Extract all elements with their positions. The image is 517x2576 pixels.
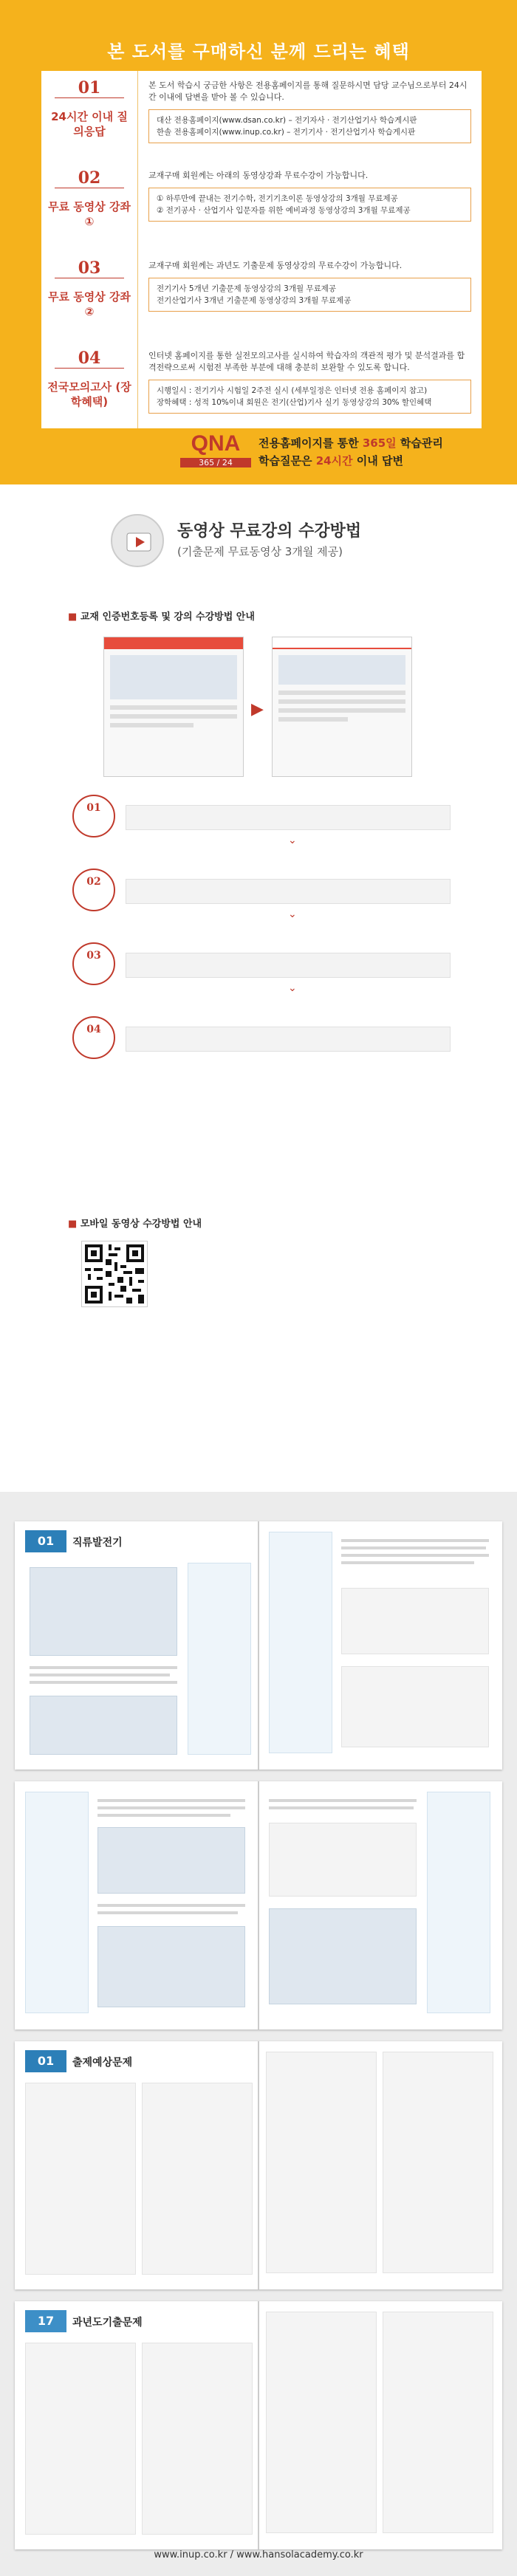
benefit-number: 01 xyxy=(55,78,124,98)
benefit-number: 03 xyxy=(55,258,124,278)
chevron-down-icon: ⌄ xyxy=(288,908,297,920)
side-note xyxy=(25,1792,89,2013)
lecture-step: 01 ⌄ xyxy=(66,795,451,846)
qna-badge: 365 / 24 xyxy=(180,458,251,467)
footer-url: www.inup.co.kr / www.hansolacademy.co.kr xyxy=(154,2549,363,2560)
mobile-guide-label: ■ 모바일 동영상 수강방법 안내 xyxy=(68,1216,202,1230)
qna-banner xyxy=(0,431,517,476)
benefits-title: 본 도서를 구매하신 분께 드리는 혜택 xyxy=(107,41,410,62)
question-column xyxy=(383,2312,493,2533)
figure-image xyxy=(30,1567,177,1656)
benefit-card-3 xyxy=(41,251,482,343)
chapter-header xyxy=(25,1530,247,1552)
benefit-name: 24시간 이내 질의응답 xyxy=(51,110,128,138)
benefits-section xyxy=(0,0,517,484)
website-screens xyxy=(103,637,414,777)
chapter-header xyxy=(25,2050,247,2072)
step-text xyxy=(126,953,451,978)
chapter-header xyxy=(25,2310,247,2332)
book-spread xyxy=(15,1521,502,1770)
benefit-desc: 교재구매 회원께는 과년도 기출문제 동영상강의 무료수강이 가능합니다. xyxy=(148,261,403,270)
chapter-title: 과년도기출문제 xyxy=(72,2317,143,2329)
lecture-step: 03 ⌄ xyxy=(66,942,451,994)
chapter-number: 01 xyxy=(25,1530,66,1552)
benefit-box-line: 시행일시 : 전기기사 시험일 2주전 실시 (세부일정은 인터넷 전용 홈페이지 참고) xyxy=(157,386,428,395)
benefit-card-2 xyxy=(41,161,482,253)
question-column xyxy=(266,2052,377,2273)
example-box xyxy=(269,1823,417,1897)
chapter-title: 직류발전기 xyxy=(72,1537,123,1549)
figure-image xyxy=(269,1908,417,2004)
figure-image xyxy=(97,1827,245,1894)
step-text xyxy=(126,1027,451,1052)
benefit-card-1 xyxy=(41,71,482,162)
step-text xyxy=(126,805,451,830)
step-text xyxy=(126,879,451,904)
lecture-title: 동영상 무료강의 수강방법 xyxy=(177,521,362,541)
lecture-section xyxy=(0,484,517,1492)
benefit-name: 무료 동영상 강좌 ② xyxy=(48,290,131,318)
lecture-subtitle: (기출문제 무료동영상 3개월 제공) xyxy=(177,545,343,558)
question-column xyxy=(383,2052,493,2273)
qna-logo-text: QNA xyxy=(191,431,241,456)
lecture-step: 02 ⌄ xyxy=(66,869,451,920)
side-note xyxy=(188,1563,251,1755)
book-spread xyxy=(15,2041,502,2289)
question-column xyxy=(142,2343,253,2535)
arrow-right-icon: ▶ xyxy=(251,700,264,719)
lecture-step: 04 xyxy=(66,1016,451,1068)
question-column xyxy=(25,2083,136,2275)
side-note xyxy=(269,1532,332,1753)
benefit-box xyxy=(148,188,471,222)
chapter-number: 01 xyxy=(25,2050,66,2072)
question-column xyxy=(25,2343,136,2535)
benefit-name: 무료 동영상 강좌 ① xyxy=(48,200,131,228)
benefit-name: 전국모의고사 (장학혜택) xyxy=(47,380,131,408)
example-box xyxy=(341,1588,489,1654)
benefit-box-line: 한솔 전용홈페이지(www.inup.co.kr) – 전기기사 · 전기산업기사 학습게시판 xyxy=(157,128,416,137)
pc-guide-label: ■ 교재 인증번호등록 및 강의 수강방법 안내 xyxy=(68,609,255,623)
book-spread xyxy=(15,2301,502,2549)
benefit-box-line: 전기기사 5개년 기출문제 동영상강의 3개월 무료제공 xyxy=(157,284,337,293)
question-column xyxy=(142,2083,253,2275)
benefit-box-line: 장학혜택 : 성적 10%이내 회원은 전기(산업)기사 실기 동영상강의 30% 할인혜택 xyxy=(157,398,432,407)
mobile-guide xyxy=(66,1216,451,1326)
benefit-box-line: ① 하루만에 끝내는 전기수학, 전기기초이론 동영상강의 3개월 무료제공 xyxy=(157,194,398,203)
qr-code xyxy=(81,1241,148,1307)
benefit-card-4 xyxy=(41,341,482,428)
figure-image xyxy=(97,1926,245,2007)
chapter-title: 출제예상문제 xyxy=(72,2057,133,2069)
website-screenshot xyxy=(103,637,244,777)
chapter-number: 17 xyxy=(25,2310,66,2332)
question-column xyxy=(266,2312,377,2533)
benefit-box-line: 대산 전용홈페이지(www.dsan.co.kr) – 전기자사 · 전기산업기사 학습게시판 xyxy=(157,116,417,125)
website-screenshot xyxy=(272,637,412,777)
benefit-box xyxy=(148,109,471,143)
figure-image xyxy=(30,1696,177,1755)
side-note xyxy=(427,1792,490,2013)
benefit-number: 04 xyxy=(55,349,124,369)
benefit-desc: 인터넷 홈페이지를 통한 실전모의고사를 실시하여 학습자의 객관적 평가 및 분석결과를 합격전략으로써 시험전 부족한 부분에 대해 충분히 보완할 수 있도록 합니다. xyxy=(148,351,465,372)
chevron-down-icon: ⌄ xyxy=(288,982,297,994)
example-box xyxy=(341,1666,489,1747)
benefit-desc: 교재구매 회원께는 아래의 동영상강좌 무료수강이 가능합니다. xyxy=(148,171,369,180)
qna-logo xyxy=(180,431,251,467)
book-spread xyxy=(15,1781,502,2029)
benefit-number: 02 xyxy=(55,168,124,188)
video-play-icon xyxy=(111,514,164,567)
book-samples-section xyxy=(0,1492,517,2576)
benefit-box-line: ② 전기공사 · 산업기사 입문자를 위한 예비과정 동영상강의 3개월 무료제공 xyxy=(157,206,411,215)
benefit-box xyxy=(148,380,471,414)
benefit-box-line: 전기산업기사 3개년 기출문제 동영상강의 3개월 무료제공 xyxy=(157,296,352,305)
qna-text: 전용홈페이지를 통한 365일 학습관리 학습질문은 24시간 이내 답변 xyxy=(258,436,443,467)
benefit-desc: 본 도서 학습시 궁금한 사항은 전용홈페이지를 통해 질문하시면 담당 교수님으로부터 24시간 이내에 답변을 받아 볼 수 있습니다. xyxy=(148,80,468,102)
benefit-box xyxy=(148,278,471,312)
chevron-down-icon: ⌄ xyxy=(288,835,297,846)
lecture-header xyxy=(111,514,406,573)
